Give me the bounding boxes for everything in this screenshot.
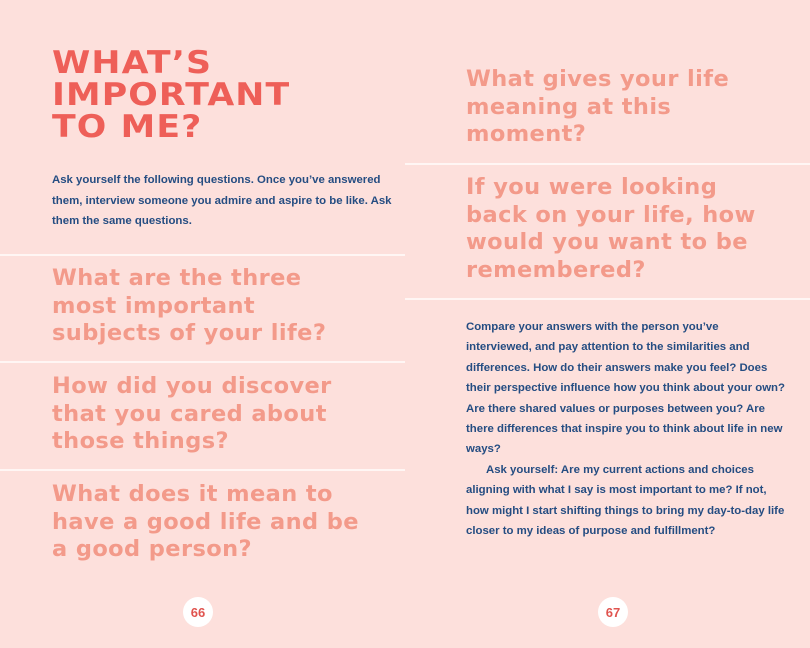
divider: [405, 163, 810, 165]
divider: [0, 469, 405, 471]
question-5: If you were looking back on your life, how would you want to be remembered?: [466, 174, 756, 283]
page-number-left: 66: [183, 597, 213, 627]
paragraph: Compare your answers with the person you’ve interviewed, and pay attention to the similarities and differences. How do their answers make you feel? Does their perspective influence how you think about your own? Are there shared values or purposes between you? Are there differences that inspire you to think about life in new ways?: [466, 321, 785, 456]
title-line: IMPORTANT: [52, 77, 291, 113]
question-1: What are the three most important subjects of your life?: [52, 265, 327, 346]
question-4: What gives your life meaning at this moment?: [466, 66, 730, 147]
page-number-right: 67: [598, 597, 628, 627]
divider: [0, 254, 405, 256]
divider: [0, 361, 405, 363]
question-2: How did you discover that you cared about those things?: [52, 373, 332, 454]
page-title: [52, 47, 290, 143]
paragraph: Ask yourself: Are my current actions and choices aligning with what I say is most important to me? If not, how might I start shifting things to bring my day-to-day life closer to my ideas of purpose and fulfillment?: [466, 463, 785, 538]
question-3: What does it mean to have a good life and be a good person?: [52, 481, 359, 562]
intro-text: Ask yourself the following questions. Once you’ve answered them, interview someone you admire and aspire to be like. Ask them the same questions.: [52, 174, 392, 227]
title-line: WHAT’S: [52, 45, 213, 81]
title-line: TO ME?: [52, 109, 203, 145]
body-text: [466, 317, 786, 541]
divider: [405, 298, 810, 300]
